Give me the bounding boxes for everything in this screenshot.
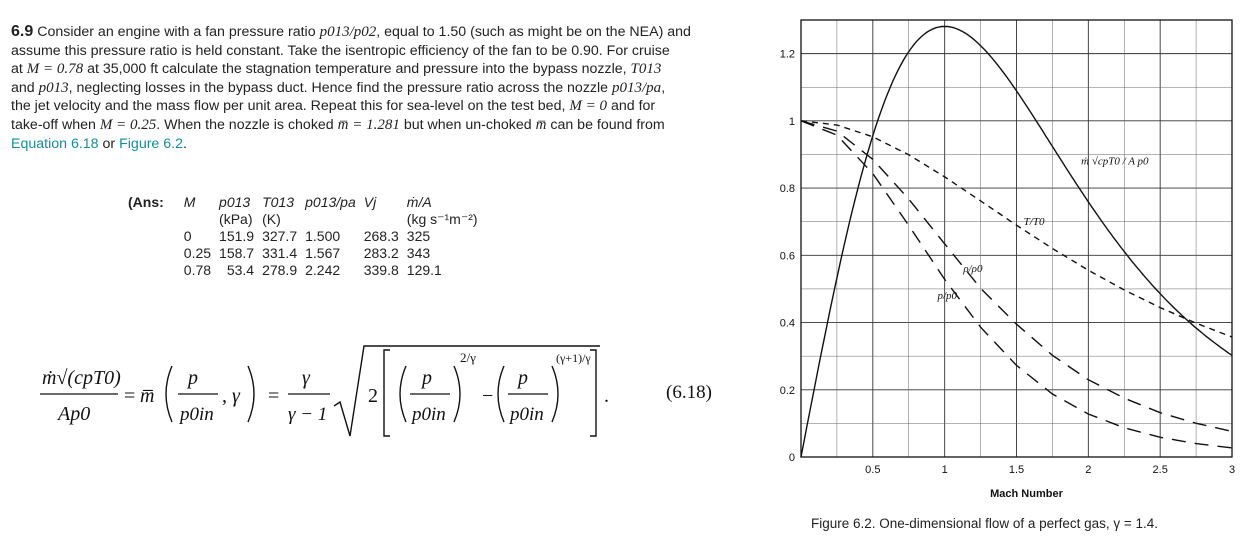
coef-num: γ xyxy=(302,367,310,389)
curve-annotation: ṁ √cpT0 / A p0 xyxy=(1081,155,1149,168)
exponent-2: (γ+1)/γ xyxy=(556,351,591,365)
x-tick-label: 1 xyxy=(941,464,948,476)
figure-6-2-chart xyxy=(755,0,1254,552)
problem-number: 6.9 xyxy=(11,23,34,40)
y-tick-label: 0.2 xyxy=(779,384,795,397)
header-vj: Vj xyxy=(363,194,377,210)
header-pressure-ratio: p013/pa xyxy=(305,194,356,210)
cell: 339.8 xyxy=(363,262,399,278)
problem-line4a: and xyxy=(11,79,35,96)
problem-line1b: , equal to 1.50 (such as might be on the NEA) and xyxy=(376,24,691,40)
y-tick-label: 0 xyxy=(788,452,795,464)
cruise-mach: M = 0.78 xyxy=(26,61,84,78)
lhs-numerator: ṁ√(cpT0) xyxy=(42,367,121,389)
answers-label: (Ans: xyxy=(128,194,164,210)
cell: 283.2 xyxy=(363,245,399,261)
p-num-3: p xyxy=(518,367,528,389)
unchoked-mbar: m̅ xyxy=(535,116,547,133)
takeoff-mach: M = 0.25 xyxy=(99,116,157,133)
cell: 158.7 xyxy=(219,245,255,261)
nozzle-ratio-symbol: p013/pa xyxy=(612,79,662,96)
exponent-1: 2/γ xyxy=(460,350,476,365)
cell: 1.500 xyxy=(305,228,341,244)
svg-text:,: , xyxy=(222,385,227,407)
table-row xyxy=(128,262,486,279)
problem-text: 6.9 Consider an engine with a fan pressure ratio p013/p02, equal to 1.50 (such as might be on the NEA) and assume this pressure ratio is held constant. Take the isentropic efficiency of the fan to be 0.90. For cruise at M = 0.78 at 35,000 ft calculate the stagnation temperature and pressure into the bypass nozzle, T013 and p013, neglecting losses in the bypass duct. Hence find the pressure ratio across the nozzle p013/pa, the jet velocity and the mass flow per unit area. Repeat this for sea-level on the test bed, M = 0 and for take-off when M = 0.25. When the nozzle is choked m̅ = 1.281 but when un-choked m̅ can be found from Equation 6.18 or Figure 6.2. xyxy=(11,23,691,152)
problem-line4b: , neglecting losses in the bypass duct. Hence find the pressure ratio across the nozzle xyxy=(68,79,609,96)
cell: 151.9 xyxy=(219,228,255,244)
header-mass-flux: ṁ/A (kg s⁻¹m⁻²) xyxy=(406,194,478,227)
p-den-3: p0in xyxy=(510,404,544,425)
problem-line3c: at 35,000 ft calculate the stagnation temperature and pressure into the bypass nozzle, xyxy=(87,61,627,78)
x-tick-label: 3 xyxy=(1228,464,1236,476)
problem-line3a: at xyxy=(11,61,23,78)
coef-den: γ − 1 xyxy=(288,404,328,425)
equation-6-18 xyxy=(20,336,740,446)
cell: 1.567 xyxy=(305,245,341,261)
x-tick-label: 2 xyxy=(1085,464,1092,476)
cell: 343 xyxy=(406,245,431,261)
y-tick-label: 1.2 xyxy=(779,48,795,61)
p-den-2: p0in xyxy=(412,404,446,425)
problem-line6d: can be found from xyxy=(550,116,665,133)
x-tick-label: 0.5 xyxy=(865,464,881,476)
cell: 2.242 xyxy=(305,262,341,278)
x-tick-label: 1.5 xyxy=(1008,464,1025,476)
period: . xyxy=(183,135,187,152)
fan-pressure-ratio: p013/p02 xyxy=(319,24,377,40)
problem-line6b: . When the nozzle is choked xyxy=(156,116,334,133)
problem-line6c: but when un-choked xyxy=(403,116,532,133)
curve-annotation: T/T0 xyxy=(1023,216,1045,229)
p-num-1: p xyxy=(188,367,198,389)
svg-text:−: − xyxy=(482,385,494,407)
cell: 0.78 xyxy=(183,262,212,278)
p-num-2: p xyxy=(422,367,432,389)
answers-table xyxy=(128,194,486,279)
y-tick-label: 1 xyxy=(788,115,795,128)
table-row xyxy=(128,245,486,262)
problem-line5: the jet velocity and the mass flow per unit area. Repeat this for sea-level on the test bed, xyxy=(11,98,566,115)
m-bar: m̅ xyxy=(140,385,155,407)
lhs-denominator: Ap0 xyxy=(58,403,91,425)
y-tick-label: 0.6 xyxy=(779,250,795,263)
problem-line1: Consider an engine with a fan pressure ratio xyxy=(37,24,316,40)
problem-line2: assume this pressure ratio is held constant. Take the isentropic efficiency of the fan to be 0.90. For cruise xyxy=(11,42,670,59)
table-row xyxy=(128,228,486,245)
choked-mbar: m̅ = 1.281 xyxy=(337,116,400,133)
header-m: M xyxy=(183,194,196,210)
x-tick-label: 2.5 xyxy=(1152,464,1168,476)
cell: 53.4 xyxy=(226,262,255,278)
x-axis-label: Mach Number xyxy=(990,488,1063,500)
svg-text:=: = xyxy=(124,385,136,407)
factor-two: 2 xyxy=(368,385,378,407)
svg-text:=: = xyxy=(268,385,280,407)
sea-level-mach: M = 0 xyxy=(569,98,607,115)
y-tick-label: 0.8 xyxy=(779,183,795,196)
y-tick-label: 0.4 xyxy=(779,317,795,330)
figure-link[interactable]: Figure 6.2 xyxy=(119,135,183,152)
problem-line5b: and for xyxy=(610,98,656,115)
cell: 327.7 xyxy=(262,228,298,244)
cell: 0 xyxy=(183,228,192,244)
header-p013: p013 (kPa) xyxy=(219,194,253,227)
cell: 129.1 xyxy=(406,262,442,278)
problem-line6a: take-off when xyxy=(11,116,96,133)
cell: 331.4 xyxy=(262,245,298,261)
header-t013: T013 (K) xyxy=(262,194,294,227)
answers-header-row xyxy=(128,194,486,228)
gamma-arg: γ xyxy=(232,385,240,407)
cell: 0.25 xyxy=(183,245,212,261)
curve-annotation: ρ/ρ0 xyxy=(963,263,983,276)
cell: 268.3 xyxy=(363,228,399,244)
p013-symbol: p013 xyxy=(38,79,69,96)
cell: 278.9 xyxy=(262,262,298,278)
cell: 325 xyxy=(406,228,431,244)
equation-number: (6.18) xyxy=(666,382,712,403)
or-word: or xyxy=(102,135,116,152)
p-den-1: p0in xyxy=(180,404,214,425)
t013-symbol: T013 xyxy=(630,61,662,78)
svg-text:.: . xyxy=(604,385,609,407)
figure-caption: Figure 6.2. One-dimensional flow of a perfect gas, γ = 1.4. xyxy=(811,516,1159,531)
curve-annotation: p/p0 xyxy=(937,290,958,303)
equation-link[interactable]: Equation 6.18 xyxy=(11,135,99,152)
